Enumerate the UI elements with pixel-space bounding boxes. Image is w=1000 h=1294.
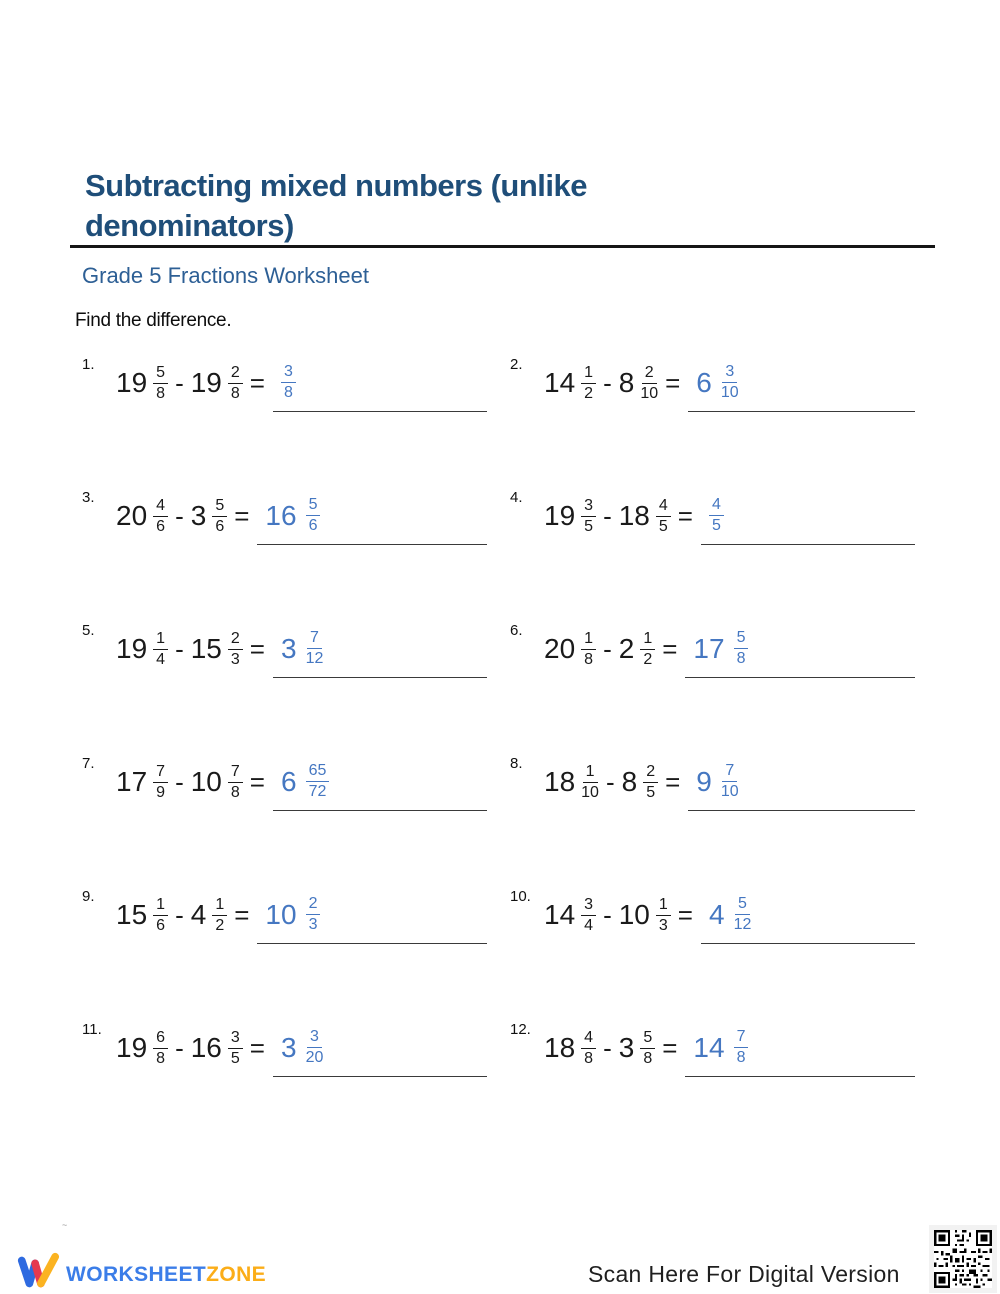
equals-sign: =	[662, 633, 678, 664]
subtrahend-denominator: 5	[658, 517, 668, 535]
minus-sign: -	[603, 500, 612, 531]
answer-whole: 14	[693, 1031, 725, 1063]
problems-grid	[82, 354, 915, 1077]
answer-fraction	[306, 762, 330, 801]
subtrahend-whole: 3	[618, 1032, 635, 1063]
worksheet-subtitle: Grade 5 Fractions Worksheet	[82, 263, 369, 288]
subtrahend-numerator: 2	[642, 364, 657, 384]
minuend-denominator: 9	[156, 783, 166, 801]
subtrahend-denominator: 8	[230, 783, 240, 801]
minuend-fraction	[153, 896, 168, 935]
equals-sign: =	[249, 1032, 265, 1063]
minuend-fraction	[581, 763, 599, 802]
subtrahend-numerator: 7	[228, 763, 243, 783]
answer-whole: 4	[708, 898, 725, 930]
problem-number: 11.	[82, 1021, 102, 1038]
minus-sign: -	[603, 367, 612, 398]
stray-mark: ~	[62, 1220, 68, 1230]
answer-blank[interactable]	[688, 753, 915, 811]
subtrahend-whole: 8	[618, 367, 635, 398]
answer-whole: 16	[265, 499, 297, 531]
subtrahend-numerator: 2	[228, 364, 243, 384]
problem-number: 3.	[82, 489, 95, 506]
minus-sign: -	[175, 500, 184, 531]
answer-denominator: 8	[283, 384, 293, 401]
problem-number: 2.	[510, 356, 523, 373]
minus-sign: -	[603, 899, 612, 930]
problem-number: 10.	[510, 888, 531, 905]
answer-fraction	[281, 363, 296, 402]
subtrahend-fraction	[228, 630, 243, 669]
subtrahend-numerator: 1	[212, 896, 227, 916]
answer-fraction	[306, 629, 324, 668]
brand-worksheet: WORKSHEET	[66, 1262, 207, 1286]
subtrahend-whole: 10	[618, 899, 650, 930]
minuend-numerator: 7	[153, 763, 168, 783]
minuend-fraction	[153, 763, 168, 802]
answer-numerator: 7	[722, 762, 737, 782]
minuend-fraction	[153, 630, 168, 669]
subtrahend-denominator: 10	[640, 384, 659, 402]
problem-row	[82, 620, 487, 678]
answer-blank[interactable]	[273, 753, 487, 811]
minus-sign: -	[175, 633, 184, 664]
answer-whole: 17	[693, 632, 725, 664]
minuend-whole: 20	[116, 500, 148, 531]
minus-sign: -	[175, 899, 184, 930]
answer-fraction	[734, 895, 752, 934]
answer-numerator: 7	[307, 629, 322, 649]
minuend-whole: 20	[544, 633, 576, 664]
answer-blank[interactable]	[273, 354, 487, 412]
subtrahend-fraction	[656, 497, 671, 536]
problem-number: 9.	[82, 888, 95, 905]
problem-number: 4.	[510, 489, 523, 506]
minuend-fraction	[581, 630, 596, 669]
problem-row	[82, 487, 487, 545]
answer-denominator: 72	[308, 783, 327, 800]
answer-blank[interactable]	[273, 1019, 487, 1077]
equals-sign: =	[665, 766, 681, 797]
answer-numerator: 5	[306, 496, 321, 516]
answer-numerator: 3	[722, 363, 737, 383]
problem-row	[82, 886, 487, 944]
minuend-numerator: 1	[581, 630, 596, 650]
equation	[544, 630, 681, 669]
minuend-numerator: 6	[153, 1029, 168, 1049]
answer-denominator: 6	[308, 517, 318, 534]
equation	[544, 763, 684, 802]
instruction-text: Find the difference.	[75, 310, 232, 331]
subtrahend-numerator: 5	[212, 497, 227, 517]
subtrahend-denominator: 2	[215, 916, 225, 934]
minuend-numerator: 5	[153, 364, 168, 384]
minuend-numerator: 4	[153, 497, 168, 517]
subtrahend-whole: 18	[618, 500, 650, 531]
subtrahend-fraction	[640, 1029, 655, 1068]
answer-fraction	[721, 363, 739, 402]
subtrahend-fraction	[643, 763, 658, 802]
problem-row	[510, 753, 915, 811]
answer-denominator: 8	[736, 1049, 746, 1066]
equation	[544, 896, 697, 935]
answer-blank[interactable]	[685, 1019, 915, 1077]
minuend-numerator: 4	[581, 1029, 596, 1049]
minuend-denominator: 5	[584, 517, 594, 535]
minuend-whole: 19	[116, 367, 148, 398]
minuend-fraction	[153, 497, 168, 536]
equation	[116, 1029, 269, 1068]
subtrahend-denominator: 3	[230, 650, 240, 668]
equals-sign: =	[249, 766, 265, 797]
minus-sign: -	[603, 633, 612, 664]
qr-code	[929, 1225, 997, 1293]
problem-row	[510, 487, 915, 545]
answer-denominator: 20	[305, 1049, 324, 1066]
problem-row	[510, 620, 915, 678]
subtrahend-whole: 8	[621, 766, 638, 797]
subtrahend-fraction	[212, 896, 227, 935]
minuend-whole: 18	[544, 766, 576, 797]
minuend-fraction	[581, 896, 596, 935]
subtrahend-denominator: 5	[646, 783, 656, 801]
equals-sign: =	[234, 500, 250, 531]
answer-whole: 9	[696, 765, 712, 797]
minuend-whole: 17	[116, 766, 148, 797]
answer-denominator: 10	[720, 783, 739, 800]
title-divider	[70, 245, 935, 248]
problem-row	[82, 753, 487, 811]
minuend-denominator: 10	[581, 783, 599, 801]
answer-numerator: 7	[734, 1028, 749, 1048]
minuend-numerator: 3	[581, 896, 596, 916]
subtrahend-numerator: 1	[656, 896, 671, 916]
subtrahend-fraction	[640, 630, 655, 669]
minuend-denominator: 6	[156, 517, 166, 535]
subtrahend-numerator: 4	[656, 497, 671, 517]
answer-fraction	[306, 496, 321, 535]
minuend-numerator: 1	[583, 763, 598, 783]
equals-sign: =	[234, 899, 250, 930]
minuend-denominator: 8	[156, 1049, 166, 1067]
answer-blank[interactable]	[701, 487, 915, 545]
subtrahend-numerator: 5	[640, 1029, 655, 1049]
minuend-numerator: 1	[581, 364, 596, 384]
brand-zone: ZONE	[206, 1262, 267, 1286]
equation	[116, 763, 269, 802]
subtrahend-denominator: 6	[215, 517, 225, 535]
subtrahend-whole: 15	[190, 633, 222, 664]
answer-denominator: 3	[308, 916, 318, 933]
answer-numerator: 4	[709, 496, 724, 516]
problem-number: 7.	[82, 755, 95, 772]
answer-numerator: 3	[281, 363, 296, 383]
answer-whole: 6	[696, 366, 712, 398]
subtrahend-fraction	[640, 364, 658, 403]
minuend-denominator: 8	[584, 1049, 594, 1067]
answer-whole: 3	[280, 1031, 297, 1063]
problem-number: 12.	[510, 1021, 531, 1038]
equals-sign: =	[662, 1032, 678, 1063]
equation	[544, 364, 684, 403]
minuend-denominator: 2	[584, 384, 594, 402]
subtrahend-denominator: 8	[230, 384, 240, 402]
equals-sign: =	[249, 367, 265, 398]
minuend-denominator: 6	[156, 916, 166, 934]
problem-row	[510, 1019, 915, 1077]
minuend-denominator: 4	[156, 650, 166, 668]
subtrahend-whole: 10	[190, 766, 222, 797]
answer-denominator: 12	[305, 650, 324, 667]
problem-number: 1.	[82, 356, 95, 373]
subtrahend-fraction	[656, 896, 671, 935]
answer-denominator: 8	[736, 650, 746, 667]
answer-denominator: 5	[711, 517, 721, 534]
answer-denominator: 12	[733, 916, 752, 933]
answer-blank[interactable]	[701, 886, 915, 944]
equation	[116, 497, 253, 536]
minuend-whole: 14	[544, 899, 576, 930]
answer-blank[interactable]	[685, 620, 915, 678]
problem-number: 5.	[82, 622, 95, 639]
answer-blank[interactable]	[688, 354, 915, 412]
answer-numerator: 2	[306, 895, 321, 915]
minuend-numerator: 1	[153, 896, 168, 916]
minus-sign: -	[175, 1032, 184, 1063]
answer-numerator: 3	[307, 1028, 322, 1048]
minuend-fraction	[153, 364, 168, 403]
answer-whole: 10	[265, 898, 297, 930]
equals-sign: =	[677, 899, 693, 930]
subtrahend-whole: 19	[190, 367, 222, 398]
answer-numerator: 5	[734, 629, 749, 649]
equation	[544, 497, 697, 536]
equals-sign: =	[249, 633, 265, 664]
subtrahend-numerator: 3	[228, 1029, 243, 1049]
answer-blank[interactable]	[273, 620, 487, 678]
scan-here-label: Scan Here For Digital Version	[588, 1261, 900, 1287]
w-logo-icon	[16, 1250, 60, 1294]
minuend-numerator: 3	[581, 497, 596, 517]
subtrahend-fraction	[228, 763, 243, 802]
minuend-fraction	[581, 364, 596, 403]
answer-denominator: 10	[720, 384, 739, 401]
subtrahend-whole: 4	[190, 899, 207, 930]
answer-numerator: 65	[306, 762, 330, 782]
answer-numerator: 5	[735, 895, 750, 915]
subtrahend-fraction	[228, 364, 243, 403]
subtrahend-fraction	[228, 1029, 243, 1068]
minuend-denominator: 4	[584, 916, 594, 934]
answer-fraction	[721, 762, 739, 801]
subtrahend-numerator: 2	[643, 763, 658, 783]
answer-fraction	[709, 496, 724, 535]
minuend-whole: 19	[116, 1032, 148, 1063]
problem-number: 6.	[510, 622, 523, 639]
minus-sign: -	[175, 367, 184, 398]
problem-row	[82, 354, 487, 412]
minuend-whole: 18	[544, 1032, 576, 1063]
equation	[116, 364, 269, 403]
minuend-fraction	[581, 1029, 596, 1068]
subtrahend-whole: 3	[190, 500, 207, 531]
problem-row	[510, 354, 915, 412]
subtrahend-denominator: 8	[643, 1049, 653, 1067]
answer-fraction	[734, 1028, 749, 1067]
minuend-fraction	[153, 1029, 168, 1068]
problem-number: 8.	[510, 755, 523, 772]
worksheetzone-logo	[16, 1250, 266, 1294]
answer-blank[interactable]	[257, 886, 487, 944]
equation	[116, 630, 269, 669]
minus-sign: -	[605, 766, 615, 797]
equation	[116, 896, 253, 935]
subtrahend-whole: 16	[190, 1032, 222, 1063]
problem-row	[82, 1019, 487, 1077]
equation	[544, 1029, 681, 1068]
answer-fraction	[734, 629, 749, 668]
subtrahend-whole: 2	[618, 633, 635, 664]
minus-sign: -	[175, 766, 184, 797]
subtrahend-denominator: 3	[658, 916, 668, 934]
minuend-whole: 19	[544, 500, 576, 531]
minuend-denominator: 8	[156, 384, 166, 402]
minuend-whole: 15	[116, 899, 148, 930]
problem-row	[510, 886, 915, 944]
answer-blank[interactable]	[257, 487, 487, 545]
answer-fraction	[306, 1028, 324, 1067]
minus-sign: -	[603, 1032, 612, 1063]
page-title: Subtracting mixed numbers (unlike denominators)	[85, 168, 587, 244]
minuend-whole: 19	[116, 633, 148, 664]
equals-sign: =	[665, 367, 681, 398]
minuend-fraction	[581, 497, 596, 536]
subtrahend-fraction	[212, 497, 227, 536]
minuend-whole: 14	[544, 367, 576, 398]
subtrahend-numerator: 2	[228, 630, 243, 650]
minuend-denominator: 8	[584, 650, 594, 668]
minuend-numerator: 1	[153, 630, 168, 650]
subtrahend-numerator: 1	[640, 630, 655, 650]
equals-sign: =	[677, 500, 693, 531]
answer-fraction	[306, 895, 321, 934]
answer-whole: 3	[280, 632, 297, 664]
answer-whole: 6	[280, 765, 297, 797]
subtrahend-denominator: 2	[643, 650, 653, 668]
subtrahend-denominator: 5	[230, 1049, 240, 1067]
brand-name	[66, 1263, 266, 1287]
